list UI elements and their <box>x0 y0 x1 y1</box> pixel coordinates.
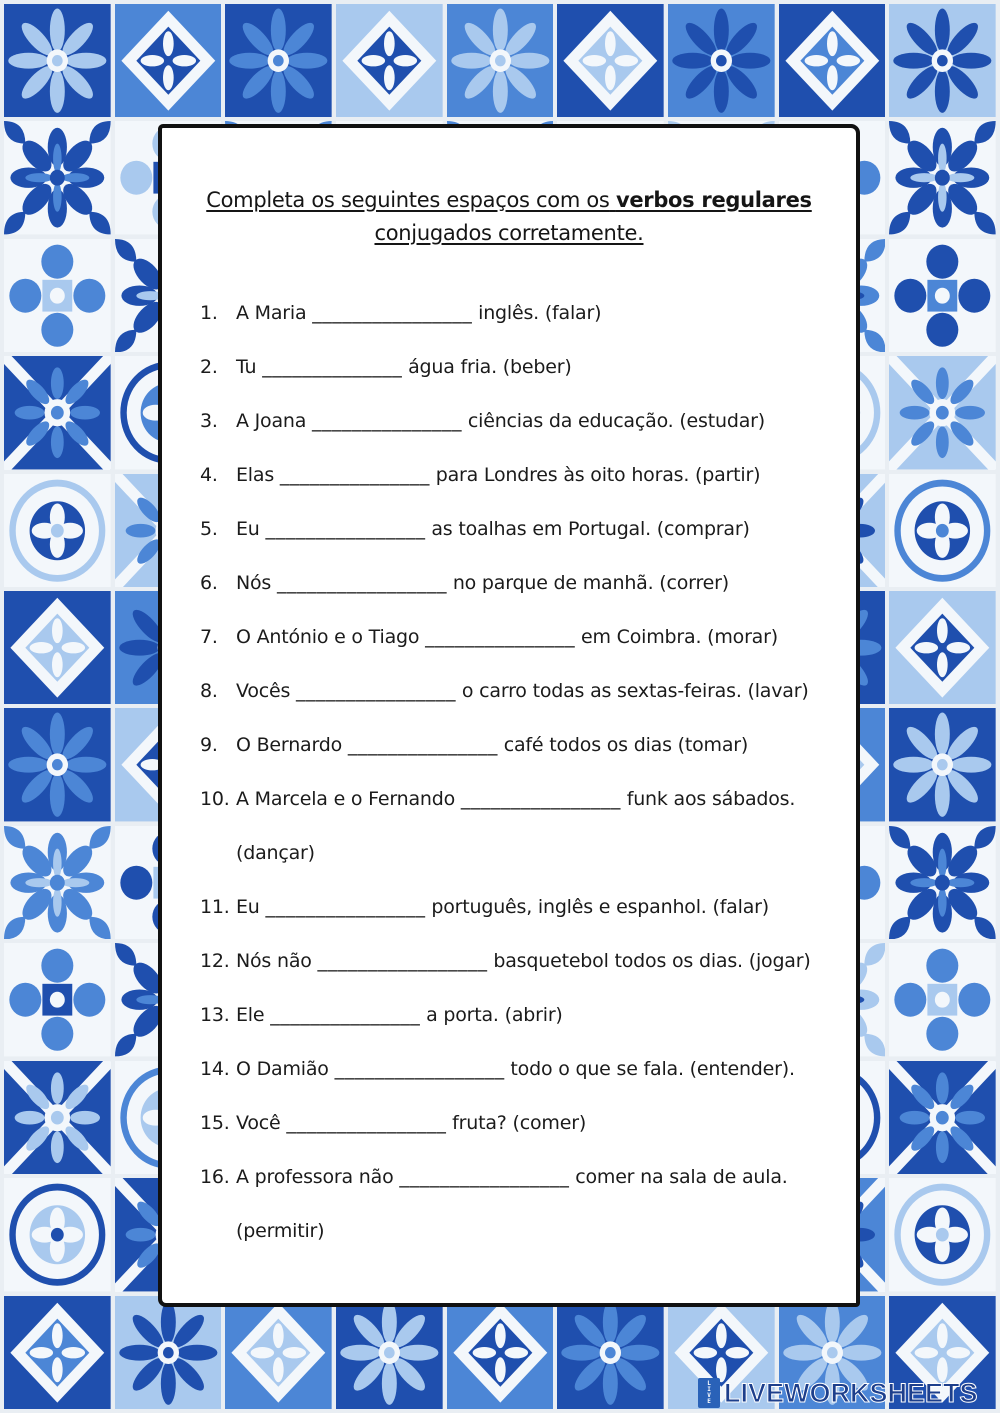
exercise-subject: A Marcela e o Fernando <box>236 788 456 810</box>
exercise-rest: no parque de manhã. (correr) <box>452 572 729 594</box>
azulejo-tile <box>557 4 664 117</box>
azulejo-tile <box>889 708 996 821</box>
exercise-number: 4. <box>200 464 218 486</box>
exercise-item <box>200 718 836 772</box>
answer-blank[interactable]: _________________ <box>399 1166 570 1188</box>
answer-blank[interactable]: ________________ <box>265 518 426 540</box>
exercise-rest: café todos os dias (tomar) <box>503 734 749 756</box>
watermark-text: LIVEWORKSHEETS <box>724 1377 978 1408</box>
exercise-rest: funk aos sábados. <box>626 788 796 810</box>
exercise-number: 12. <box>200 950 230 972</box>
azulejo-tile <box>115 4 222 117</box>
exercise-item <box>200 1096 836 1150</box>
azulejo-tile <box>4 708 111 821</box>
exercise-rest: ciências da educação. (estudar) <box>467 410 765 432</box>
azulejo-tile <box>4 121 111 234</box>
answer-blank[interactable]: _______________ <box>279 464 430 486</box>
exercise-subject: Nós <box>236 572 272 594</box>
exercise-number: 1. <box>200 302 218 324</box>
exercise-item <box>200 556 836 610</box>
exercise-number: 3. <box>200 410 218 432</box>
exercise-rest: água fria. (beber) <box>408 356 572 378</box>
exercise-number: 10. <box>200 788 230 810</box>
azulejo-tile <box>4 1178 111 1291</box>
azulejo-tile <box>889 474 996 587</box>
exercise-item <box>200 286 836 340</box>
answer-blank[interactable]: ________________ <box>460 788 621 810</box>
liveworksheets-watermark <box>698 1376 978 1410</box>
answer-blank[interactable]: _______________ <box>425 626 576 648</box>
azulejo-tile <box>4 474 111 587</box>
azulejo-tile <box>115 1296 222 1409</box>
azulejo-tile <box>4 1061 111 1174</box>
exercise-subject: O António e o Tiago <box>236 626 420 648</box>
azulejo-tile <box>889 239 996 352</box>
exercise-subject: Nós não <box>236 950 312 972</box>
azulejo-tile <box>4 356 111 469</box>
exercise-number: 7. <box>200 626 218 648</box>
instruction-text-end: conjugados corretamente. <box>374 221 644 245</box>
exercise-number: 8. <box>200 680 218 702</box>
answer-blank[interactable]: _______________ <box>270 1004 421 1026</box>
exercise-rest: português, inglês e espanhol. (falar) <box>431 896 769 918</box>
exercise-item <box>200 934 836 988</box>
answer-blank[interactable]: ______________ <box>262 356 403 378</box>
exercise-number: 16. <box>200 1166 230 1188</box>
exercise-subject: Você <box>236 1112 281 1134</box>
exercise-list <box>200 286 836 1258</box>
exercise-subject: A professora não <box>236 1166 394 1188</box>
live-badge-icon: L I V E <box>698 1378 720 1408</box>
azulejo-tile <box>889 826 996 939</box>
exercise-number: 2. <box>200 356 218 378</box>
azulejo-tile <box>447 1296 554 1409</box>
exercise-item <box>200 448 836 502</box>
exercise-verb-hint: (permitir) <box>236 1220 325 1242</box>
exercise-subject: O Bernardo <box>236 734 343 756</box>
exercise-item <box>200 880 836 934</box>
azulejo-tile <box>336 4 443 117</box>
exercise-subject: Ele <box>236 1004 265 1026</box>
azulejo-tile <box>557 1296 664 1409</box>
azulejo-tile <box>889 4 996 117</box>
exercise-rest: as toalhas em Portugal. (comprar) <box>431 518 750 540</box>
answer-blank[interactable]: ________________ <box>265 896 426 918</box>
exercise-number: 14. <box>200 1058 230 1080</box>
azulejo-tile <box>4 4 111 117</box>
exercise-number: 6. <box>200 572 218 594</box>
exercise-item <box>200 394 836 448</box>
azulejo-tile <box>447 4 554 117</box>
exercise-rest: comer na sala de aula. <box>575 1166 788 1188</box>
worksheet-panel <box>158 124 860 1307</box>
exercise-item <box>200 772 836 826</box>
exercise-verb-hint: (dançar) <box>236 842 315 864</box>
azulejo-tile <box>889 121 996 234</box>
exercise-item <box>200 1042 836 1096</box>
exercise-subject: Vocês <box>236 680 291 702</box>
exercise-number: 11. <box>200 896 230 918</box>
exercise-rest: em Coimbra. (morar) <box>581 626 778 648</box>
azulejo-tile <box>225 4 332 117</box>
azulejo-tile <box>889 356 996 469</box>
exercise-rest: inglês. (falar) <box>478 302 602 324</box>
exercise-subject: Eu <box>236 896 260 918</box>
answer-blank[interactable]: ________________ <box>312 302 473 324</box>
exercise-item <box>200 340 836 394</box>
instruction-text-start: Completa os seguintes espaços com os <box>206 188 610 212</box>
exercise-number: 15. <box>200 1112 230 1134</box>
answer-blank[interactable]: _________________ <box>276 572 447 594</box>
exercise-item <box>200 502 836 556</box>
azulejo-tile <box>668 4 775 117</box>
exercise-number: 13. <box>200 1004 230 1026</box>
answer-blank[interactable]: ________________ <box>286 1112 447 1134</box>
azulejo-tile <box>889 943 996 1056</box>
exercise-subject: A Joana <box>236 410 307 432</box>
exercise-item <box>200 1150 836 1204</box>
exercise-subject: Eu <box>236 518 260 540</box>
exercise-rest: o carro todas as sextas-feiras. (lavar) <box>461 680 809 702</box>
exercise-subject: A Maria <box>236 302 307 324</box>
exercise-rest: todo o que se fala. (entender). <box>510 1058 795 1080</box>
exercise-rest: basquetebol todos os dias. (jogar) <box>493 950 811 972</box>
exercise-subject: Tu <box>236 356 257 378</box>
azulejo-tile <box>225 1296 332 1409</box>
instruction-bold-keyword: verbos regulares <box>615 188 812 212</box>
answer-blank[interactable]: _______________ <box>347 734 498 756</box>
azulejo-tile <box>4 826 111 939</box>
exercise-rest: para Londres às oito horas. (partir) <box>435 464 761 486</box>
exercise-number: 9. <box>200 734 218 756</box>
azulejo-tile <box>336 1296 443 1409</box>
answer-blank[interactable]: ________________ <box>296 680 457 702</box>
exercise-item <box>200 610 836 664</box>
exercise-item <box>200 664 836 718</box>
azulejo-tile <box>4 239 111 352</box>
exercise-subject: O Damião <box>236 1058 329 1080</box>
answer-blank[interactable]: _________________ <box>334 1058 505 1080</box>
answer-blank[interactable]: _______________ <box>312 410 463 432</box>
azulejo-tile <box>889 1061 996 1174</box>
azulejo-tile <box>4 1296 111 1409</box>
answer-blank[interactable]: _________________ <box>317 950 488 972</box>
exercise-item <box>200 988 836 1042</box>
worksheet-instruction <box>202 184 816 250</box>
azulejo-tile <box>779 4 886 117</box>
azulejo-tile <box>889 1178 996 1291</box>
azulejo-tile <box>4 591 111 704</box>
exercise-rest: a porta. (abrir) <box>426 1004 563 1026</box>
exercise-item-continuation <box>200 1204 836 1258</box>
exercise-number: 5. <box>200 518 218 540</box>
exercise-item-continuation <box>200 826 836 880</box>
exercise-rest: fruta? (comer) <box>452 1112 587 1134</box>
exercise-subject: Elas <box>236 464 275 486</box>
azulejo-tile <box>4 943 111 1056</box>
azulejo-tile <box>889 591 996 704</box>
